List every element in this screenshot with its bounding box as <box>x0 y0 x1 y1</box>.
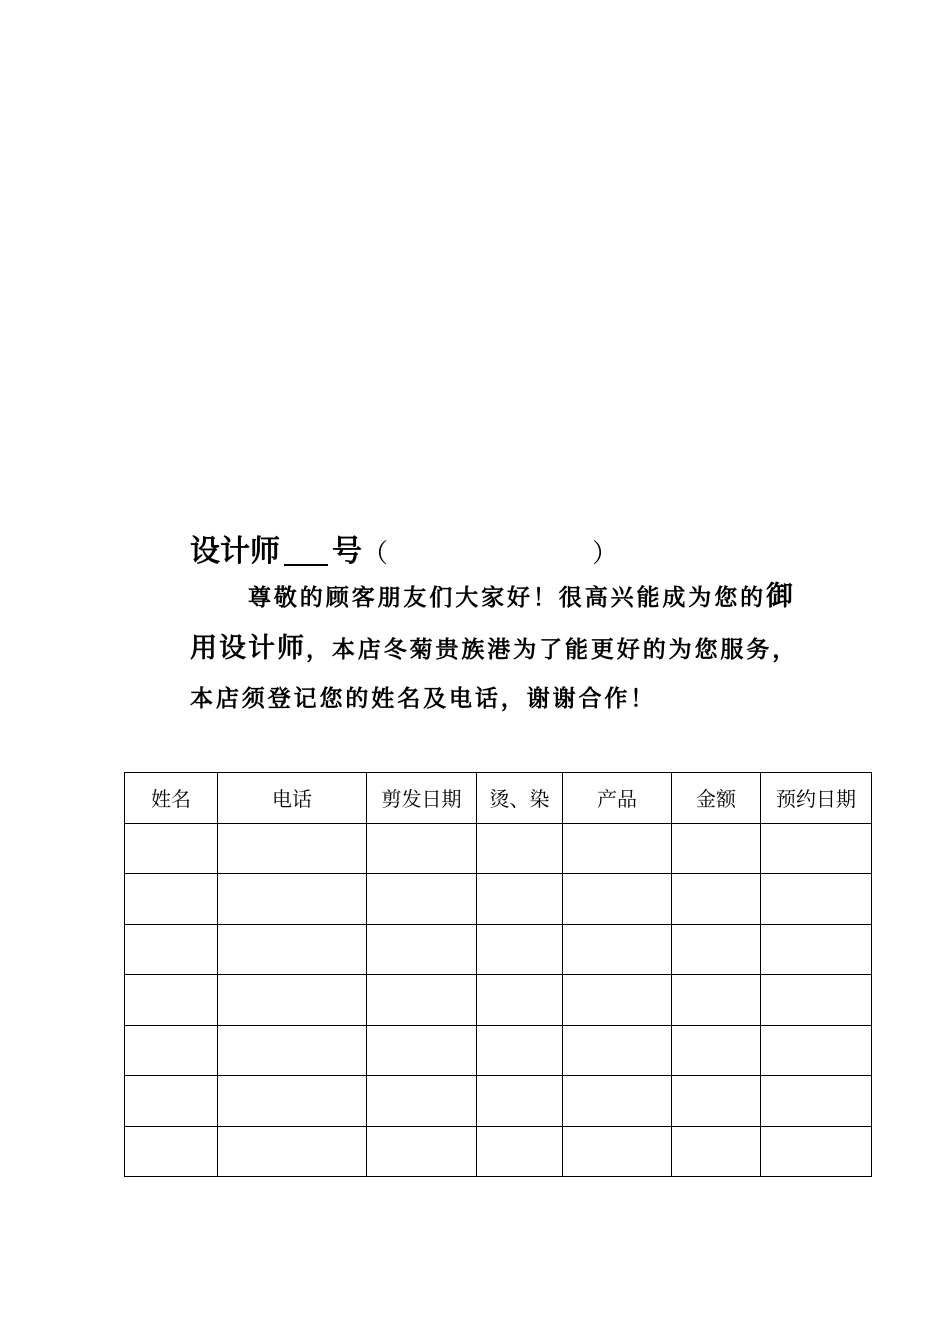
table-cell[interactable] <box>125 1076 218 1127</box>
table-cell[interactable] <box>563 1076 672 1127</box>
table-cell[interactable] <box>672 1025 761 1076</box>
table-cell[interactable] <box>125 924 218 975</box>
table-cell[interactable] <box>218 1025 367 1076</box>
column-header-appointment-date: 预约日期 <box>761 773 872 824</box>
table-cell[interactable] <box>761 924 872 975</box>
table-cell[interactable] <box>125 975 218 1026</box>
table-cell[interactable] <box>672 823 761 874</box>
table-cell[interactable] <box>563 874 672 925</box>
table-cell[interactable] <box>367 1126 477 1177</box>
table-cell[interactable] <box>367 924 477 975</box>
column-header-perm-dye: 烫、染 <box>477 773 563 824</box>
table-cell[interactable] <box>367 1025 477 1076</box>
table-cell[interactable] <box>761 823 872 874</box>
table-cell[interactable] <box>218 874 367 925</box>
table-cell[interactable] <box>563 1126 672 1177</box>
paren-close: ） <box>592 539 619 569</box>
table-row <box>125 874 872 925</box>
column-header-product: 产品 <box>563 773 672 824</box>
table-cell[interactable] <box>672 1126 761 1177</box>
table-cell[interactable] <box>477 1076 563 1127</box>
table-cell[interactable] <box>761 1025 872 1076</box>
table-header-row <box>125 773 872 824</box>
intro-text-2: ，本店冬菊贵族港为了能更好的为您服务，本店须登记您的姓名及电话，谢谢合作！ <box>190 636 799 712</box>
table-cell[interactable] <box>367 874 477 925</box>
table-cell[interactable] <box>367 975 477 1026</box>
customer-register-table <box>124 772 872 1177</box>
table-cell[interactable] <box>563 1025 672 1076</box>
table-cell[interactable] <box>125 1025 218 1076</box>
table-cell[interactable] <box>563 924 672 975</box>
table-cell[interactable] <box>477 1126 563 1177</box>
table-cell[interactable] <box>563 975 672 1026</box>
table-row <box>125 823 872 874</box>
table-row <box>125 1076 872 1127</box>
designer-label: 设计师 <box>190 534 280 569</box>
table-cell[interactable] <box>218 1126 367 1177</box>
table-cell[interactable] <box>477 975 563 1026</box>
table-cell[interactable] <box>125 874 218 925</box>
table-cell[interactable] <box>477 1025 563 1076</box>
table-row <box>125 975 872 1026</box>
column-header-name: 姓名 <box>125 773 218 824</box>
column-header-amount: 金额 <box>672 773 761 824</box>
table-cell[interactable] <box>672 1076 761 1127</box>
table-cell[interactable] <box>367 823 477 874</box>
table-row <box>125 1126 872 1177</box>
intro-paragraph <box>190 572 802 725</box>
column-header-haircut-date: 剪发日期 <box>367 773 477 824</box>
table-cell[interactable] <box>218 1076 367 1127</box>
table-cell[interactable] <box>218 975 367 1026</box>
designer-heading <box>190 526 618 570</box>
table-cell[interactable] <box>477 924 563 975</box>
table-cell[interactable] <box>563 823 672 874</box>
table-cell[interactable] <box>761 874 872 925</box>
intro-text-1: 尊敬的顾客朋友们大家好！很高兴能成为您的 <box>248 585 766 611</box>
table-cell[interactable] <box>672 924 761 975</box>
table-row <box>125 1025 872 1076</box>
table-cell[interactable] <box>761 975 872 1026</box>
table-cell[interactable] <box>761 1076 872 1127</box>
table-cell[interactable] <box>761 1126 872 1177</box>
intro-emphasis: 御用设计师 <box>190 581 795 664</box>
table-cell[interactable] <box>672 874 761 925</box>
table-cell[interactable] <box>125 1126 218 1177</box>
table-cell[interactable] <box>367 1076 477 1127</box>
table-row <box>125 924 872 975</box>
paren-open: （ <box>362 539 389 569</box>
table-cell[interactable] <box>125 823 218 874</box>
number-suffix: 号 <box>332 534 362 569</box>
designer-number-blank[interactable] <box>284 563 328 566</box>
table-cell[interactable] <box>218 823 367 874</box>
column-header-phone: 电话 <box>218 773 367 824</box>
table-cell[interactable] <box>477 823 563 874</box>
table-cell[interactable] <box>218 924 367 975</box>
table-cell[interactable] <box>672 975 761 1026</box>
table-cell[interactable] <box>477 874 563 925</box>
